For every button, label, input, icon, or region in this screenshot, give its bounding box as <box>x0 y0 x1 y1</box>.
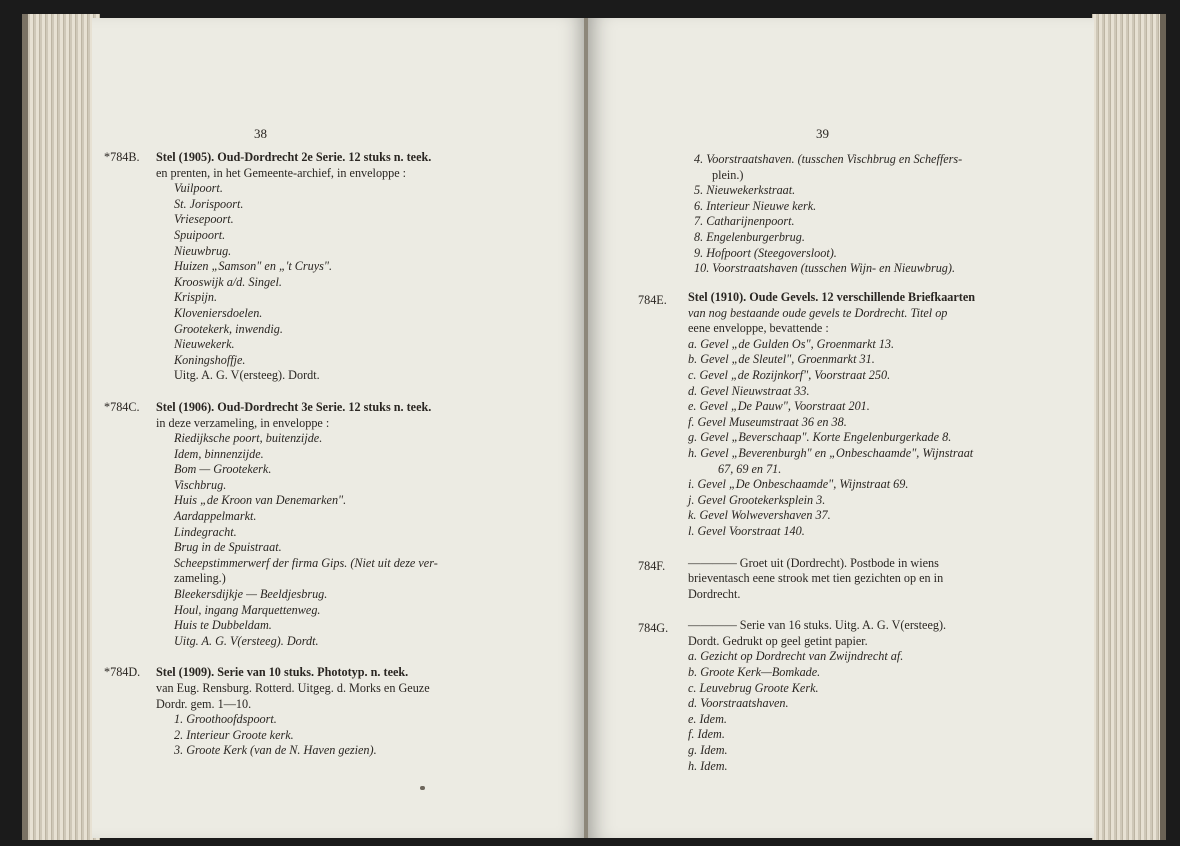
list-item: f. Gevel Museumstraat 36 en 38. <box>688 414 847 429</box>
list-item: Huis te Dubbeldam. <box>174 618 272 633</box>
page-number: 38 <box>254 126 267 141</box>
entry-line: in deze verzameling, in enveloppe : <box>156 415 330 430</box>
list-item: l. Gevel Voorstraat 140. <box>688 523 805 538</box>
left-page <box>92 18 586 838</box>
entry-line: ———— Serie van 16 stuks. Uitg. A. G. V(ersteeg). <box>688 618 947 633</box>
list-item: b. Gevel „de Sleutel", Groenmarkt 31. <box>688 352 875 367</box>
list-item: 8. Engelenburgerbrug. <box>694 229 805 244</box>
list-item: Scheepstimmerwerf der firma Gips. (Niet uit deze ver- <box>174 555 438 570</box>
list-item: 5. Nieuwekerkstraat. <box>694 183 796 198</box>
entry-line: Stel (1906). Oud-Dordrecht 3e Serie. 12 stuks n. teek. <box>156 399 432 414</box>
entry-784f <box>638 555 1082 603</box>
left-column <box>104 150 574 775</box>
continued-list <box>694 152 1082 277</box>
list-item: 3. Groote Kerk (van de N. Haven gezien). <box>174 743 377 758</box>
list-item: Grootekerk, inwendig. <box>174 321 283 336</box>
entry-line: eene enveloppe, bevattende : <box>688 321 829 336</box>
list-item: e. Gevel „De Pauw", Voorstraat 201. <box>688 399 870 414</box>
entry-784e <box>638 290 1082 540</box>
list-item: Vischbrug. <box>174 477 227 492</box>
list-item: e. Idem. <box>688 711 727 726</box>
right-column-entries <box>638 290 1082 790</box>
entry-line: Dordt. Gedrukt op geel getint papier. <box>688 633 868 648</box>
entry-line: brieventasch eene strook met tien gezichten op en in <box>688 571 944 586</box>
entry-line: Dordr. gem. 1—10. <box>156 696 252 711</box>
entry-line: en prenten, in het Gemeente-archief, in enveloppe : <box>156 165 407 180</box>
entry-code: 784F. <box>638 558 666 573</box>
list-item: Vriesepoort. <box>174 212 234 227</box>
entry-line: Stel (1909). Serie van 10 stuks. Phototyp. n. teek. <box>156 665 409 680</box>
list-item: i. Gevel „De Onbeschaamde", Wijnstraat 69. <box>688 477 909 492</box>
list-item: Spuipoort. <box>174 227 226 242</box>
list-item: d. Gevel Nieuwstraat 33. <box>688 383 810 398</box>
list-item: g. Gevel „Beverschaap". Korte Engelenburgerkade 8. <box>688 430 952 445</box>
list-item: Uitg. A. G. V(ersteeg). Dordt. <box>174 368 320 383</box>
list-item: c. Gevel „de Rozijnkorf", Voorstraat 250. <box>688 367 891 382</box>
list-item: 2. Interieur Groote kerk. <box>174 727 294 742</box>
entry-line: Stel (1910). Oude Gevels. 12 verschillende Briefkaarten <box>688 290 976 304</box>
right-column <box>694 152 1082 293</box>
entry-code: 784E. <box>638 293 667 307</box>
list-item: 10. Voorstraatshaven (tusschen Wijn- en Nieuwbrug). <box>694 261 955 276</box>
list-item: g. Idem. <box>688 743 728 758</box>
list-item: h. Gevel „Beverenburgh" en „Onbeschaamde", Wijnstraat <box>688 445 974 460</box>
list-item: c. Leuvebrug Groote Kerk. <box>688 680 819 695</box>
list-item: plein.) <box>712 167 744 182</box>
entry-784g <box>638 618 1082 774</box>
list-item: Idem, binnenzijde. <box>174 446 264 461</box>
list-item: Brug in de Spuistraat. <box>174 540 282 555</box>
list-item: Nieuwbrug. <box>174 243 232 258</box>
list-item: h. Idem. <box>688 758 728 773</box>
list-item: Houl, ingang Marquettenweg. <box>174 602 321 617</box>
list-item: Bom — Grootekerk. <box>174 462 272 477</box>
entry-line: van nog bestaande oude gevels te Dordrecht. Titel op <box>688 305 948 320</box>
list-item: a. Gezicht op Dordrecht van Zwijndrecht af. <box>688 649 904 664</box>
entry-line: Stel (1905). Oud-Dordrecht 2e Serie. 12 stuks n. teek. <box>156 150 432 164</box>
list-item: Huizen „Samson" en „'t Cruys". <box>174 259 333 274</box>
list-item: Riedijksche poort, buitenzijde. <box>174 431 323 446</box>
entry-code: *784C. <box>104 399 140 414</box>
list-item: Krooswijk a/d. Singel. <box>174 274 282 289</box>
entry-784b <box>104 150 574 384</box>
entry-code: *784D. <box>104 665 141 680</box>
list-item: f. Idem. <box>688 727 725 742</box>
entry-784d <box>104 665 574 759</box>
list-item: Lindegracht. <box>174 524 237 539</box>
list-item: St. Jorispoort. <box>174 196 244 211</box>
list-item: Koningshoffje. <box>174 352 246 367</box>
list-item: 7. Catharijnenpoort. <box>694 214 795 229</box>
list-item: k. Gevel Wolwevershaven 37. <box>688 508 831 523</box>
list-item: j. Gevel Grootekerksplein 3. <box>688 492 826 507</box>
list-item: d. Voorstraatshaven. <box>688 696 789 711</box>
entry-code: 784G. <box>638 621 669 636</box>
list-item: 4. Voorstraatshaven. (tusschen Vischbrug en Scheffers- <box>694 152 963 166</box>
list-item: 9. Hofpoort (Steegoversloot). <box>694 245 837 260</box>
entry-line: van Eug. Rensburg. Rotterd. Uitgeg. d. Morks en Geuze <box>156 681 430 695</box>
right-page <box>588 18 1094 838</box>
list-item: 1. Groothoofdspoort. <box>174 712 277 727</box>
list-item: Uitg. A. G. V(ersteeg). Dordt. <box>174 633 319 648</box>
entry-code: *784B. <box>104 150 140 164</box>
list-item: Aardappelmarkt. <box>174 509 257 524</box>
list-item: Nieuwekerk. <box>174 337 235 352</box>
page-edges-right <box>1092 14 1166 840</box>
list-item: zameling.) <box>174 571 226 586</box>
list-item: Kloveniersdoelen. <box>174 305 263 320</box>
list-item: Bleekersdijkje — Beeldjesbrug. <box>174 587 328 602</box>
entry-784c <box>104 399 574 650</box>
page-edges-left <box>22 14 100 840</box>
entry-line: ———— Groet uit (Dordrecht). Postbode in wiens <box>688 555 939 570</box>
list-item: Vuilpoort. <box>174 181 223 196</box>
list-item: 6. Interieur Nieuwe kerk. <box>694 198 817 213</box>
list-item: Huis „de Kroon van Denemarken". <box>174 493 347 508</box>
list-item: a. Gevel „de Gulden Os", Groenmarkt 13. <box>688 336 895 351</box>
ink-smudge <box>420 786 425 790</box>
list-item: Krispijn. <box>174 290 218 305</box>
page-number: 39 <box>816 126 829 141</box>
entry-line: Dordrecht. <box>688 586 741 601</box>
list-item: 67, 69 en 71. <box>718 461 782 476</box>
list-item: b. Groote Kerk—Bomkade. <box>688 665 821 680</box>
